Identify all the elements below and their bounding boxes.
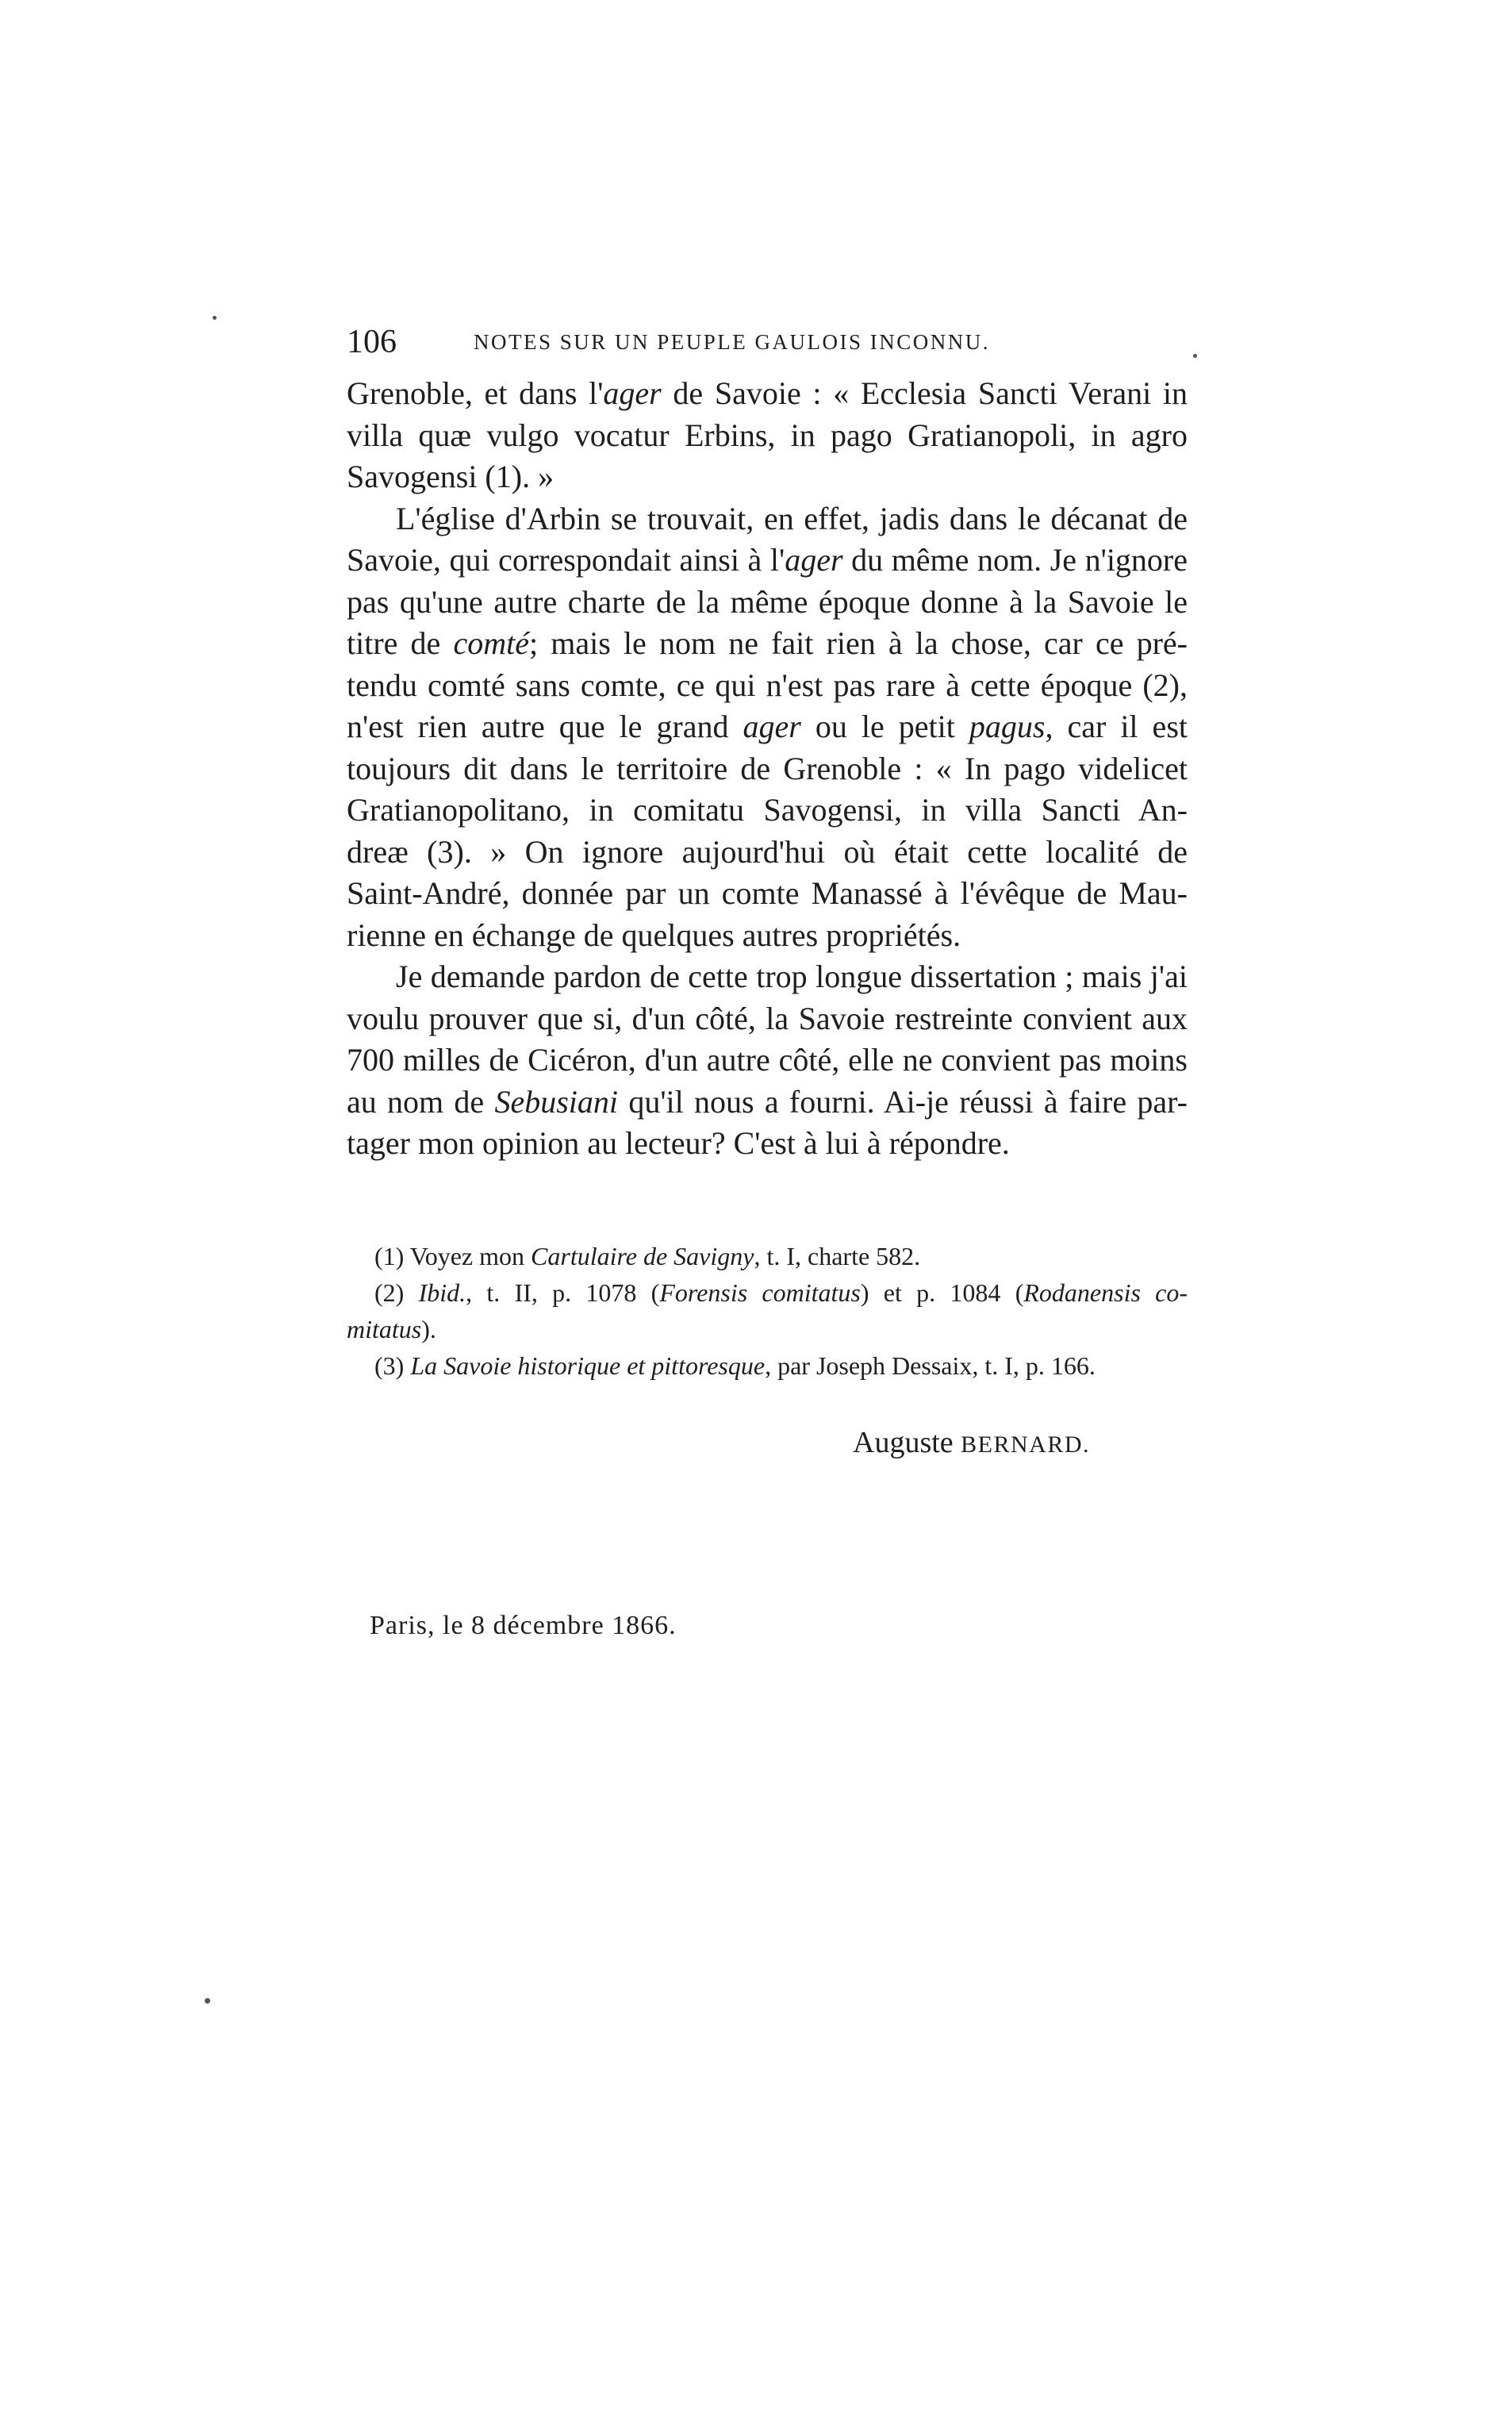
text-line: Savogensi (1). » [347, 459, 555, 494]
text-line: voulu prouver que si, d'un côté, la Savoie restreinte convient aux [347, 1000, 1188, 1036]
text-line: dreæ (3). » On ignore aujourd'hui où était cette localité de [347, 833, 1188, 870]
page-number: 106 [347, 324, 397, 360]
text-line: Savoie, qui correspondait ainsi à l'ager du même nom. Je n'ignore [347, 542, 1188, 578]
text-line: titre de comté; mais le nom ne fait rien à la chose, car ce pré- [347, 625, 1188, 661]
scan-speck [213, 316, 217, 320]
text-line: Gratianopolitano, in comitatu Savogensi, in villa Sancti An- [347, 792, 1188, 828]
text-line: Je demande pardon de cette trop longue dissertation ; mais j'ai [396, 959, 1188, 994]
dateline: Paris, le 8 décembre 1866. [370, 1611, 677, 1640]
text-line: n'est rien autre que le grand ager ou le petit pagus, car il est [347, 709, 1188, 744]
text-line: pas qu'une autre charte de la même époque donne à la Savoie le [347, 583, 1188, 620]
text-line: tendu comté sans comte, ce qui n'est pas rare à cette époque (2), [347, 667, 1188, 703]
footnotes [347, 1238, 1188, 1384]
text-line: villa quæ vulgo vocatur Erbins, in pago Gratianopoli, in agro [347, 417, 1188, 453]
text-line: au nom de Sebusiani qu'il nous a fourni. Ai-je réussi à faire par- [347, 1083, 1188, 1120]
footnote: (1) Voyez mon Cartulaire de Savigny, t. I, charte 582. [374, 1242, 921, 1270]
author-signature: Auguste BERNARD. [853, 1426, 1091, 1459]
running-title: NOTES SUR UN PEUPLE GAULOIS INCONNU. [474, 330, 991, 354]
text-line: Grenoble, et dans l'ager de Savoie : « Ecclesia Sancti Verani in [347, 375, 1188, 411]
text-line: toujours dit dans le territoire de Grenoble : « In pago videlicet [347, 750, 1188, 786]
footnote: (2) Ibid., t. II, p. 1078 (Forensis comitatus) et p. 1084 (Rodanensis co- [374, 1278, 1188, 1307]
page-header [347, 324, 1186, 360]
footnote-continuation: mitatus). [347, 1315, 436, 1343]
text-line: 700 milles de Cicéron, d'un autre côté, elle ne convient pas moins [347, 1042, 1188, 1078]
text-line: tager mon opinion au lecteur? C'est à lui à répondre. [347, 1125, 1010, 1161]
scan-speck [1193, 354, 1197, 358]
text-line: rienne en échange de quelques autres propriétés. [347, 916, 961, 953]
scan-speck [205, 1998, 210, 2004]
text-line: Saint-André, donnée par un comte Manassé à l'évêque de Mau- [347, 875, 1188, 911]
text-line: L'église d'Arbin se trouvait, en effet, jadis dans le décanat de [396, 500, 1188, 536]
footnote: (3) La Savoie historique et pittoresque, par Joseph Dessaix, t. I, p. 166. [374, 1351, 1096, 1380]
body-text [347, 373, 1188, 1165]
